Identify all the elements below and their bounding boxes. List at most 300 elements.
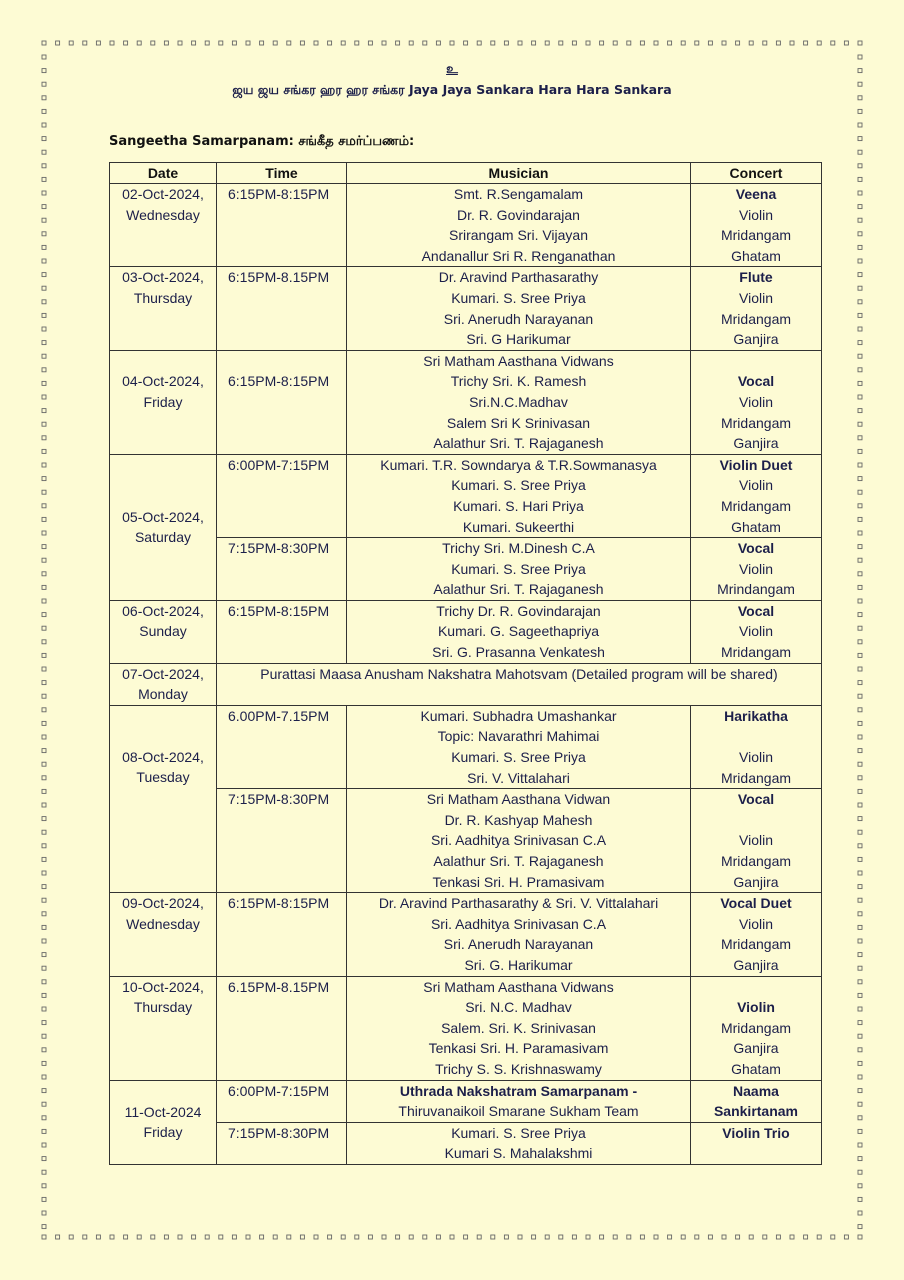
border-dot: [42, 286, 46, 290]
border-dot: [42, 1184, 46, 1188]
border-dot: [858, 1184, 862, 1188]
border-dot: [858, 708, 862, 712]
border-dot: [355, 1235, 359, 1239]
border-dot: [858, 599, 862, 603]
border-dot: [858, 912, 862, 916]
border-dot: [477, 41, 481, 45]
border-dot: [858, 898, 862, 902]
border-dot: [858, 463, 862, 467]
border-dot: [640, 41, 644, 45]
border-dot: [42, 640, 46, 644]
border-dot: [42, 300, 46, 304]
border-dot: [42, 436, 46, 440]
border-dot: [858, 300, 862, 304]
border-dot: [858, 177, 862, 181]
border-dot: [42, 776, 46, 780]
border-dot: [668, 41, 672, 45]
border-dot: [776, 1235, 780, 1239]
border-dot: [858, 123, 862, 127]
border-dot: [858, 232, 862, 236]
border-dot: [69, 41, 73, 45]
col-header-musician: Musician: [347, 163, 691, 184]
border-dot: [858, 640, 862, 644]
border-dot: [69, 1235, 73, 1239]
musician-cell: Kumari. Subhadra Umashankar Topic: Navarathri Mahimai Kumari. S. Sree Priya Sri. V. Vittalahari: [347, 705, 691, 788]
border-dot: [42, 1129, 46, 1133]
border-dot: [736, 41, 740, 45]
border-dot: [219, 1235, 223, 1239]
date-cell: 04-Oct-2024, Friday: [110, 350, 217, 454]
border-dot: [42, 1235, 46, 1239]
border-dot: [260, 1235, 264, 1239]
border-dot: [858, 1061, 862, 1065]
border-dot: [858, 762, 862, 766]
border-dot: [328, 41, 332, 45]
border-dot: [42, 232, 46, 236]
border-dot: [164, 1235, 168, 1239]
border-dot: [708, 41, 712, 45]
border-dot: [858, 422, 862, 426]
border-dot: [42, 898, 46, 902]
border-dot: [858, 1102, 862, 1106]
border-dot: [858, 925, 862, 929]
border-dot: [858, 585, 862, 589]
concert-cell: Veena Violin Mridangam Ghatam: [691, 184, 822, 267]
border-dot: [42, 41, 46, 45]
time-cell: 7:15PM-8:30PM: [217, 538, 347, 601]
border-dot: [640, 1235, 644, 1239]
border-dot: [42, 259, 46, 263]
border-dot: [42, 993, 46, 997]
border-dot: [42, 1034, 46, 1038]
border-dot: [858, 803, 862, 807]
border-dot: [42, 354, 46, 358]
table-row: [110, 976, 822, 1080]
border-dot: [42, 1102, 46, 1106]
header-row: [110, 163, 822, 184]
section-heading: Sangeetha Samarpanam: சங்கீத சமர்ப்பணம்:: [109, 134, 415, 149]
border-dot: [858, 137, 862, 141]
musician-cell: Kumari. S. Sree Priya Kumari S. Mahalakshmi: [347, 1122, 691, 1164]
border-dot: [42, 1048, 46, 1052]
border-dot: [83, 41, 87, 45]
border-dot: [287, 41, 291, 45]
border-dot: [42, 735, 46, 739]
border-dot: [572, 1235, 576, 1239]
border-dot: [178, 41, 182, 45]
border-dot: [858, 1034, 862, 1038]
border-dot: [42, 164, 46, 168]
border-dot: [749, 1235, 753, 1239]
border-dot: [858, 218, 862, 222]
table-row: [110, 1080, 822, 1122]
border-dot: [42, 55, 46, 59]
border-dot: [42, 504, 46, 508]
border-dot: [858, 626, 862, 630]
border-dot: [858, 653, 862, 657]
border-dot: [96, 41, 100, 45]
border-dot: [42, 1170, 46, 1174]
time-cell: 7:15PM-8:30PM: [217, 1122, 347, 1164]
border-dot: [96, 1235, 100, 1239]
border-dot: [858, 1116, 862, 1120]
border-dot: [42, 422, 46, 426]
border-dot: [858, 1048, 862, 1052]
border-dot: [858, 381, 862, 385]
border-dot: [42, 653, 46, 657]
border-dot: [42, 721, 46, 725]
border-dot: [858, 817, 862, 821]
time-cell: 6.00PM-7.15PM: [217, 705, 347, 788]
border-dot: [124, 41, 128, 45]
table-row: [110, 1122, 822, 1164]
border-dot: [42, 626, 46, 630]
border-dot: [545, 1235, 549, 1239]
border-dot: [858, 531, 862, 535]
border-dot: [804, 1235, 808, 1239]
border-dot: [858, 313, 862, 317]
border-dot: [42, 517, 46, 521]
date-cell: 03-Oct-2024, Thursday: [110, 267, 217, 350]
border-dot: [205, 41, 209, 45]
border-dot: [314, 41, 318, 45]
border-dot: [613, 41, 617, 45]
border-dot: [858, 939, 862, 943]
border-dot: [246, 1235, 250, 1239]
border-dot: [137, 1235, 141, 1239]
border-dot: [858, 980, 862, 984]
date-cell: 07-Oct-2024, Monday: [110, 663, 217, 705]
border-dot: [858, 354, 862, 358]
border-dot: [341, 41, 345, 45]
border-dot: [42, 980, 46, 984]
border-dot: [695, 41, 699, 45]
border-dot: [423, 1235, 427, 1239]
border-dot: [42, 109, 46, 113]
border-dot: [858, 1225, 862, 1229]
time-cell: 6:00PM-7:15PM: [217, 1080, 347, 1122]
border-dot: [858, 776, 862, 780]
border-dot: [42, 681, 46, 685]
border-dot: [858, 1235, 862, 1239]
border-dot: [858, 857, 862, 861]
border-dot: [192, 1235, 196, 1239]
border-dot: [42, 341, 46, 345]
border-dot: [42, 762, 46, 766]
border-dot: [42, 599, 46, 603]
border-dot: [42, 313, 46, 317]
date-cell: 10-Oct-2024, Thursday: [110, 976, 217, 1080]
table-row: [110, 705, 822, 788]
pillaiyar-suzhi-mark: உ: [446, 62, 458, 77]
border-dot: [627, 41, 631, 45]
border-dot: [368, 1235, 372, 1239]
border-dot: [600, 1235, 604, 1239]
border-dot: [246, 41, 250, 45]
border-dot: [858, 477, 862, 481]
border-dot: [858, 885, 862, 889]
border-dot: [831, 1235, 835, 1239]
border-dot: [232, 41, 236, 45]
border-dot: [110, 41, 114, 45]
border-dot: [858, 286, 862, 290]
border-dot: [858, 558, 862, 562]
border-dot: [42, 191, 46, 195]
concert-cell: Vocal Duet Violin Mridangam Ganjira: [691, 893, 822, 976]
border-dot: [586, 41, 590, 45]
table-row: [110, 789, 822, 893]
border-dot: [42, 966, 46, 970]
border-dot: [464, 41, 468, 45]
border-dot: [858, 694, 862, 698]
border-dot: [436, 41, 440, 45]
border-dot: [695, 1235, 699, 1239]
border-dot: [722, 41, 726, 45]
date-cell: 02-Oct-2024, Wednesday: [110, 184, 217, 267]
border-dot: [858, 735, 862, 739]
border-dot: [205, 1235, 209, 1239]
border-dot: [260, 41, 264, 45]
border-dot: [627, 1235, 631, 1239]
border-dot: [858, 1143, 862, 1147]
border-dot: [844, 41, 848, 45]
border-dot: [817, 41, 821, 45]
musician-cell: Smt. R.Sengamalam Dr. R. Govindarajan Srirangam Sri. Vijayan Andanallur Sri R. Renganathan: [347, 184, 691, 267]
border-dot: [858, 667, 862, 671]
border-dot: [858, 789, 862, 793]
border-dot: [42, 218, 46, 222]
border-dot: [858, 721, 862, 725]
border-dot: [423, 41, 427, 45]
border-dot: [858, 1089, 862, 1093]
border-dot: [491, 1235, 495, 1239]
border-dot: [42, 463, 46, 467]
table-row: [110, 893, 822, 976]
border-dot: [42, 939, 46, 943]
border-dot: [42, 545, 46, 549]
border-dot: [559, 41, 563, 45]
border-dot: [518, 41, 522, 45]
border-dot: [586, 1235, 590, 1239]
border-dot: [178, 1235, 182, 1239]
border-dot: [396, 1235, 400, 1239]
border-dot: [858, 409, 862, 413]
musician-cell: Sri Matham Aasthana Vidwans Sri. N.C. Madhav Salem. Sri. K. Srinivasan Tenkasi Sri. H. Paramasivam Trichy S. S. Krishnaswamy: [347, 976, 691, 1080]
border-dot: [858, 830, 862, 834]
border-dot: [42, 245, 46, 249]
border-dot: [42, 857, 46, 861]
border-dot: [858, 109, 862, 113]
border-dot: [504, 41, 508, 45]
date-cell: 05-Oct-2024, Saturday: [110, 454, 217, 600]
border-dot: [300, 1235, 304, 1239]
border-dot: [42, 1089, 46, 1093]
border-dot: [42, 177, 46, 181]
border-dot: [858, 1197, 862, 1201]
border-dot: [858, 749, 862, 753]
date-cell: 06-Oct-2024, Sunday: [110, 600, 217, 663]
border-dot: [504, 1235, 508, 1239]
border-dot: [42, 708, 46, 712]
border-dot: [858, 150, 862, 154]
border-dot: [42, 477, 46, 481]
border-dot: [110, 1235, 114, 1239]
border-dot: [477, 1235, 481, 1239]
border-dot: [355, 41, 359, 45]
border-dot: [858, 517, 862, 521]
border-dot: [545, 41, 549, 45]
border-dot: [42, 803, 46, 807]
border-dot: [858, 504, 862, 508]
musician-cell: Trichy Dr. R. Govindarajan Kumari. G. Sageethapriya Sri. G. Prasanna Venkatesh: [347, 600, 691, 663]
table-row: [110, 350, 822, 454]
border-dot: [654, 1235, 658, 1239]
invocation-line: ஜய ஜய சங்கர ஹர ஹர சங்கர Jaya Jaya Sankara Hara Hara Sankara: [232, 82, 672, 97]
border-dot: [804, 41, 808, 45]
border-dot: [164, 41, 168, 45]
border-dot: [858, 205, 862, 209]
border-dot: [382, 1235, 386, 1239]
border-dot: [858, 993, 862, 997]
border-dot: [42, 409, 46, 413]
border-dot: [42, 749, 46, 753]
border-dot: [42, 789, 46, 793]
border-dot: [858, 273, 862, 277]
concert-cell: Vocal Violin Mridangam: [691, 600, 822, 663]
border-dot: [708, 1235, 712, 1239]
border-dot: [42, 830, 46, 834]
border-dot: [42, 395, 46, 399]
border-dot: [858, 490, 862, 494]
border-dot: [42, 1211, 46, 1215]
border-dot: [736, 1235, 740, 1239]
concert-cell: Naama Sankirtanam: [691, 1080, 822, 1122]
table-row: [110, 454, 822, 537]
border-dot: [56, 41, 60, 45]
border-dot: [518, 1235, 522, 1239]
border-dot: [42, 558, 46, 562]
border-dot: [42, 1007, 46, 1011]
time-cell: 7:15PM-8:30PM: [217, 789, 347, 893]
time-cell: 6:15PM-8:15PM: [217, 600, 347, 663]
border-dot: [42, 694, 46, 698]
border-dot: [491, 41, 495, 45]
border-dot: [572, 41, 576, 45]
border-dot: [273, 1235, 277, 1239]
concert-cell: Violin Duet Violin Mridangam Ghatam: [691, 454, 822, 537]
border-dot: [409, 1235, 413, 1239]
musician-cell: Trichy Sri. M.Dinesh C.A Kumari. S. Sree Priya Aalathur Sri. T. Rajaganesh: [347, 538, 691, 601]
border-dot: [42, 490, 46, 494]
border-dot: [192, 41, 196, 45]
border-dot: [42, 585, 46, 589]
border-dot: [314, 1235, 318, 1239]
border-dot: [858, 1075, 862, 1079]
table-row: [110, 663, 822, 705]
date-cell: 09-Oct-2024, Wednesday: [110, 893, 217, 976]
border-dot: [42, 912, 46, 916]
col-header-time: Time: [217, 163, 347, 184]
border-dot: [124, 1235, 128, 1239]
table-row: [110, 267, 822, 350]
border-dot: [858, 41, 862, 45]
border-dot: [56, 1235, 60, 1239]
border-dot: [858, 191, 862, 195]
border-dot: [858, 545, 862, 549]
border-dot: [42, 205, 46, 209]
border-dot: [42, 953, 46, 957]
border-dot: [464, 1235, 468, 1239]
border-dot: [409, 41, 413, 45]
border-dot: [763, 1235, 767, 1239]
border-dot: [559, 1235, 563, 1239]
border-dot: [42, 572, 46, 576]
border-dot: [858, 966, 862, 970]
concert-cell: Flute Violin Mridangam Ganjira: [691, 267, 822, 350]
border-dot: [858, 1211, 862, 1215]
musician-cell: Sri Matham Aasthana Vidwans Trichy Sri. K. Ramesh Sri.N.C.Madhav Salem Sri K Srinivasan Aalathur Sri. T. Rajaganesh: [347, 350, 691, 454]
border-dot: [42, 137, 46, 141]
date-cell: 11-Oct-2024 Friday: [110, 1080, 217, 1164]
border-dot: [42, 1157, 46, 1161]
border-dot: [382, 41, 386, 45]
border-dot: [858, 436, 862, 440]
border-dot: [42, 667, 46, 671]
concert-cell: Violin Mridangam Ganjira Ghatam: [691, 976, 822, 1080]
border-dot: [42, 613, 46, 617]
border-dot: [532, 1235, 536, 1239]
musician-cell: Sri Matham Aasthana Vidwan Dr. R. Kashyap Mahesh Sri. Aadhitya Srinivasan C.A Aalathur Sri. T. Rajaganesh Tenkasi Sri. H. Pramasivam: [347, 789, 691, 893]
border-dot: [763, 41, 767, 45]
musician-cell: Uthrada Nakshatram Samarpanam - Thiruvanaikoil Smarane Sukham Team: [347, 1080, 691, 1122]
border-dot: [613, 1235, 617, 1239]
schedule-table: [109, 162, 822, 1165]
musician-cell: Dr. Aravind Parthasarathy & Sri. V. Vittalahari Sri. Aadhitya Srinivasan C.A Sri. Anerudh Narayanan Sri. G. Harikumar: [347, 893, 691, 976]
border-dot: [219, 41, 223, 45]
border-dot: [858, 259, 862, 263]
border-dot: [42, 925, 46, 929]
concert-cell: Violin Trio: [691, 1122, 822, 1164]
date-cell: 08-Oct-2024, Tuesday: [110, 705, 217, 892]
border-dot: [42, 273, 46, 277]
border-dot: [681, 1235, 685, 1239]
border-dot: [42, 844, 46, 848]
concert-cell: Vocal Violin Mrindangam: [691, 538, 822, 601]
musician-cell: Dr. Aravind Parthasarathy Kumari. S. Sree Priya Sri. Anerudh Narayanan Sri. G Harikumar: [347, 267, 691, 350]
border-dot: [42, 150, 46, 154]
border-dot: [776, 41, 780, 45]
border-dot: [42, 1225, 46, 1229]
border-dot: [42, 327, 46, 331]
time-cell: 6:00PM-7:15PM: [217, 454, 347, 537]
border-dot: [858, 245, 862, 249]
border-dot: [273, 41, 277, 45]
border-dot: [436, 1235, 440, 1239]
border-dot: [137, 41, 141, 45]
border-dot: [300, 41, 304, 45]
border-dot: [858, 1157, 862, 1161]
border-dot: [42, 871, 46, 875]
border-dot: [83, 1235, 87, 1239]
border-dot: [600, 41, 604, 45]
musician-cell: Kumari. T.R. Sowndarya & T.R.Sowmanasya Kumari. S. Sree Priya Kumari. S. Hari Priya Kumari. Sukeerthi: [347, 454, 691, 537]
border-dot: [858, 395, 862, 399]
border-dot: [749, 41, 753, 45]
border-dot: [858, 953, 862, 957]
border-dot: [654, 41, 658, 45]
border-dot: [396, 41, 400, 45]
border-dot: [450, 1235, 454, 1239]
